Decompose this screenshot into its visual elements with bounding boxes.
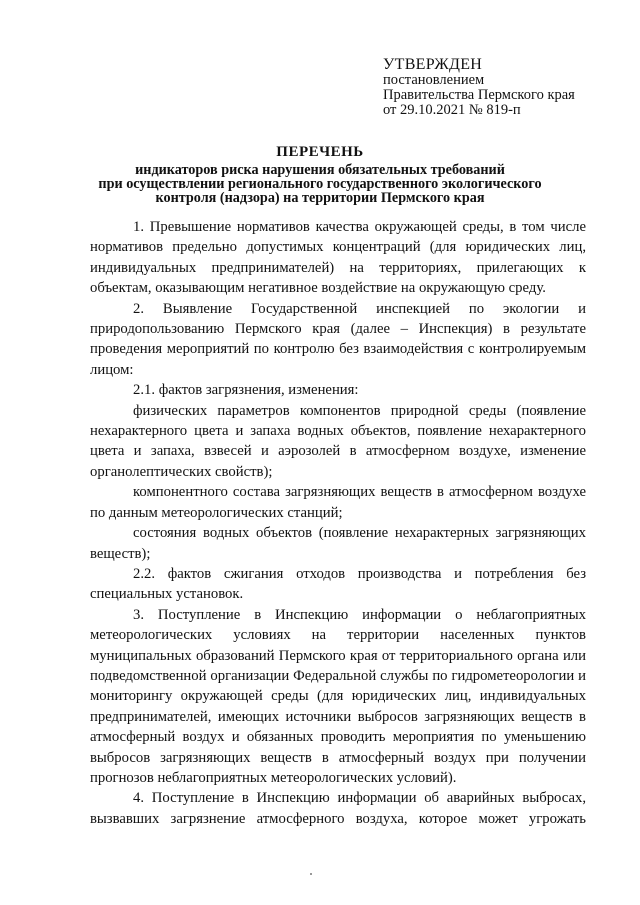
approval-heading: УТВЕРЖДЕН [383, 56, 483, 73]
paragraph-2-1-c: состояния водных объектов (появление нехарактерных загрязняющих веществ); [90, 525, 586, 562]
subtitle-line: контроля (надзора) на территории Пермского края [155, 190, 485, 206]
approval-stamp [383, 56, 575, 118]
document-title: ПЕРЕЧЕНЬ [276, 144, 364, 160]
paragraph-3: 3. Поступление в Инспекцию информации о неблагоприятных метеорологических условиях на территории населенных пунктов муниципальных образований Пермского края от территориального органа или подведомственной организации Федеральной службы по гидрометеорологии и мониторингу окружающей среды (для юридических лиц, индивидуальных предпринимателей, имеющих источники выбросов загрязняющих веществ в атмосферный воздух и обязанных проводить мероприятия по уменьшению выбросов загрязняющих веществ в атмосферный воздух при получении прогнозов неблагоприятных метеорологических условий). [90, 606, 586, 786]
subtitle-line: индикаторов риска нарушения обязательных требований [135, 162, 505, 178]
approval-line: Правительства Пермского края [383, 87, 575, 103]
document-subtitle [60, 163, 580, 205]
paragraph-2-1-a: физических параметров компонентов природной среды (появление нехарактерного цвета и запаха водных объектов, появление нехарактерного цвета и запаха, взвесей и аэрозолей в атмосферном воздухе, изменение органолептических свойств); [90, 402, 586, 480]
scan-artifact [310, 873, 312, 875]
paragraph-2-2: 2.2. фактов сжигания отходов производства и потребления без специальных установок. [90, 565, 586, 603]
approval-date-line: от 29.10.2021 № 819-п [383, 102, 521, 118]
paragraph-4: 4. Поступление в Инспекцию информации об аварийных выбросах, вызвавших загрязнение атмосферного воздуха, которое может угрожать [90, 790, 586, 827]
subtitle-line: при осуществлении регионального государственного экологического [98, 176, 542, 192]
paragraph-2: 2. Выявление Государственной инспекцией по экологии и природопользованию Пермского края (далее – Инспекция) в результате проведения мероприятий по контролю без взаимодействия с контролируемым лицом: [90, 300, 586, 378]
paragraph-2-1-b: компонентного состава загрязняющих веществ в атмосферном воздухе по данным метеорологических станций; [90, 484, 586, 521]
paragraph-1: 1. Превышение нормативов качества окружающей среды, в том числе нормативов предельно допустимых концентраций (для юридических лиц, индивидуальных предпринимателей) на территориях, прилегающих к объектам, оказывающим негативное воздействие на окружающую среду. [90, 219, 586, 297]
document-body [90, 217, 586, 829]
paragraph-2-1: 2.1. фактов загрязнения, изменения: [133, 382, 359, 399]
approval-line: постановлением [383, 72, 485, 88]
